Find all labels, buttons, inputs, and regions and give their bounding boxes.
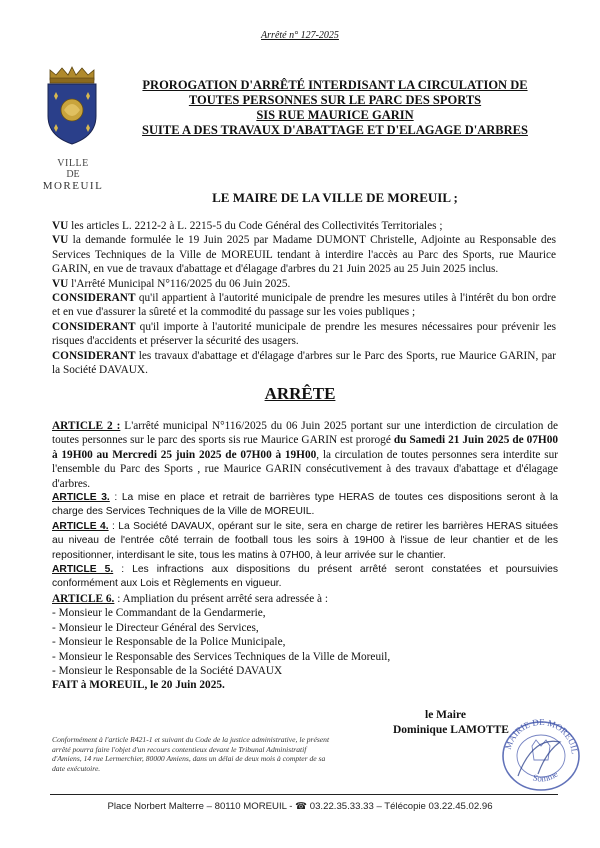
city-label-line-2: DE [66, 169, 80, 180]
article-4-text: : La Société DAVAUX, opérant sur le site, sera en charge de retirer les barrières HERAS situées au niveau de l'entrée côté terrain de football tous les soirs à 19H00 à l'issue de leur chantier et de les repositionner, interdisant le site, tous les matins à 07H00, à leur arrivée sur le chantier. [52, 520, 558, 561]
vu-label: VU [52, 234, 69, 247]
article-4-label: ARTICLE 4. [52, 520, 109, 532]
article-2-dates: du Samedi 21 Juin 2025 de 07H00 à 19H00 au Mercredi 25 juin 2025 de 07H00 à 19H00 [52, 434, 558, 461]
article-2-text: L'arrêté municipal N°116/2025 du 06 Juin 2025 portant sur une interdiction de circulation de toutes personnes sur le parc des sports sis rue Maurice GARIN est prorogé [52, 420, 558, 447]
city-label-line-3: MOREUIL [42, 180, 104, 192]
article-5 [52, 563, 558, 592]
footer-contact: 03.22.35.33.33 – Télécopie 03.22.45.02.96 [309, 801, 493, 812]
official-stamp-icon [498, 716, 584, 792]
city-label-line-1: VILLE [57, 158, 89, 169]
mayor-heading: LE MAIRE DE LA VILLE DE MOREUIL ; [212, 190, 458, 205]
considerant-text: qu'il importe à l'autorité municipale de prendre les mesures nécessaires pour prévenir les risques d'accidents et préserver la sécurité des usagers. [52, 320, 556, 348]
recipient-item: - Monsieur le Directeur Général des Services, [52, 621, 259, 634]
article-2 [52, 419, 558, 491]
vu-label: VU [52, 277, 69, 290]
stamp-text-bottom: Somme [531, 768, 560, 784]
considerant-paragraph-1 [52, 291, 556, 320]
signatory-title: le Maire [425, 709, 466, 721]
considerant-text: les travaux d'abattage et d'élagage d'arbres sur le Parc des Sports, rue Maurice GARIN, par la Société DAVAUX. [52, 349, 556, 377]
article-5-text: : Les infractions aux dispositions du présent arrêté seront constatées et poursuivies conformément aux Lois et Règlements en vigueur. [52, 564, 558, 590]
footer [0, 801, 600, 812]
vu-paragraph-3 [52, 277, 556, 291]
title-line-4: SUITE A DES TRAVAUX D'ABATTAGE ET D'ELAGAGE D'ARBRES [142, 123, 528, 137]
considerant-label: CONSIDERANT [52, 292, 136, 305]
document-title [110, 78, 560, 138]
arrete-number: Arrêté n° 127-2025 [261, 30, 339, 41]
vu-text: la demande formulée le 19 Juin 2025 par Madame DUMONT Christelle, Adjointe au Responsable des Services Techniques de la Ville de MOREUIL tendant à interdire l'accès au Parc des Sports, rue Maurice GARIN, en vue de travaux d'abattage et d'élagage d'arbres du 21 Juin 2025 au 25 Juin 2025 inclus. [52, 234, 556, 276]
title-line-2: TOUTES PERSONNES SUR LE PARC DES SPORTS [188, 93, 482, 107]
telephone-icon: ☎ [295, 801, 308, 812]
article-3-label: ARTICLE 3. [52, 492, 110, 504]
title-line-3: SIS RUE MAURICE GARIN [256, 108, 414, 122]
footer-divider [50, 794, 558, 795]
coat-of-arms-icon [42, 66, 102, 146]
considerant-label: CONSIDERANT [52, 320, 136, 333]
articles-block [52, 419, 558, 693]
footer-address: Place Norbert Malterre – 80110 MOREUIL - [107, 801, 293, 812]
svg-text:MAIRIE DE MOREUIL [503, 717, 580, 755]
svg-text:Somme [532, 769, 560, 784]
considerant-paragraph-3 [52, 349, 556, 378]
article-4 [52, 520, 558, 563]
signatory-name: Dominique LAMOTTE [393, 724, 509, 736]
vu-paragraph-1 [52, 219, 556, 233]
article-6 [52, 592, 558, 606]
legal-recourse-note: Conformément à l'article R421-1 et suivant du Code de la justice administrative, le présent arrêté pourra faire l'objet d'un recours contentieux devant le Tribunal Administratif d'Amiens, 14 rue Lermerchier, 80000 Amiens, dans un délai de deux mois à compter de sa date exécutoire. [52, 735, 330, 773]
recipient-item: - Monsieur le Commandant de la Gendarmerie, [52, 607, 266, 620]
title-line-1: PROROGATION D'ARRÊTÉ INTERDISANT LA CIRCULATION DE [142, 78, 528, 92]
article-2-label: ARTICLE 2 : [52, 420, 121, 432]
arrete-heading: ARRÊTE [264, 384, 336, 403]
recipient-item: - Monsieur le Responsable de la Police Municipale, [52, 636, 286, 649]
vu-label: VU [52, 220, 69, 232]
recipient-item: - Monsieur le Responsable de la Société DAVAUX [52, 664, 283, 677]
article-3-text: : La mise en place et retrait de barrières type HERAS de toutes ces dispositions seront à la charge des Services Techniques de la Ville de MOREUIL. [52, 492, 558, 518]
article-6-text: : Ampliation du présent arrêté sera adressée à : [114, 592, 329, 605]
vu-text: l'Arrêté Municipal N°116/2025 du 06 Juin 2025. [68, 277, 291, 290]
considerant-paragraph-2 [52, 320, 556, 349]
article-5-label: ARTICLE 5. [52, 564, 114, 576]
recipient-item: - Monsieur le Responsable des Services Techniques de la Ville de Moreuil, [52, 650, 391, 663]
considerations-block [52, 219, 556, 377]
done-at [52, 678, 558, 692]
article-3 [52, 491, 558, 520]
article-2-text-end: , la circulation de toutes personnes sera interdite sur l'ensemble du Parc des Sports , rue Maurice GARIN consécutivement à des travaux d'abattage et d'élagage d'arbres. [52, 448, 558, 490]
considerant-text: qu'il appartient à l'autorité municipale de prendre les mesures utiles à l'intérêt du bon ordre et en vue d'assurer la sûreté et la commodité du passage sur les voies publiques ; [52, 292, 556, 319]
vu-paragraph-2 [52, 233, 556, 276]
vu-text: les articles L. 2212-2 à L. 2215-5 du Code Général des Collectivités Territoriales ; [68, 220, 443, 232]
considerant-label: CONSIDERANT [52, 349, 136, 362]
done-at-text: FAIT à MOREUIL, le 20 Juin 2025. [52, 679, 225, 692]
article-6-label: ARTICLE 6. [52, 592, 115, 605]
stamp-text-top: MAIRIE DE MOREUIL [502, 716, 580, 755]
